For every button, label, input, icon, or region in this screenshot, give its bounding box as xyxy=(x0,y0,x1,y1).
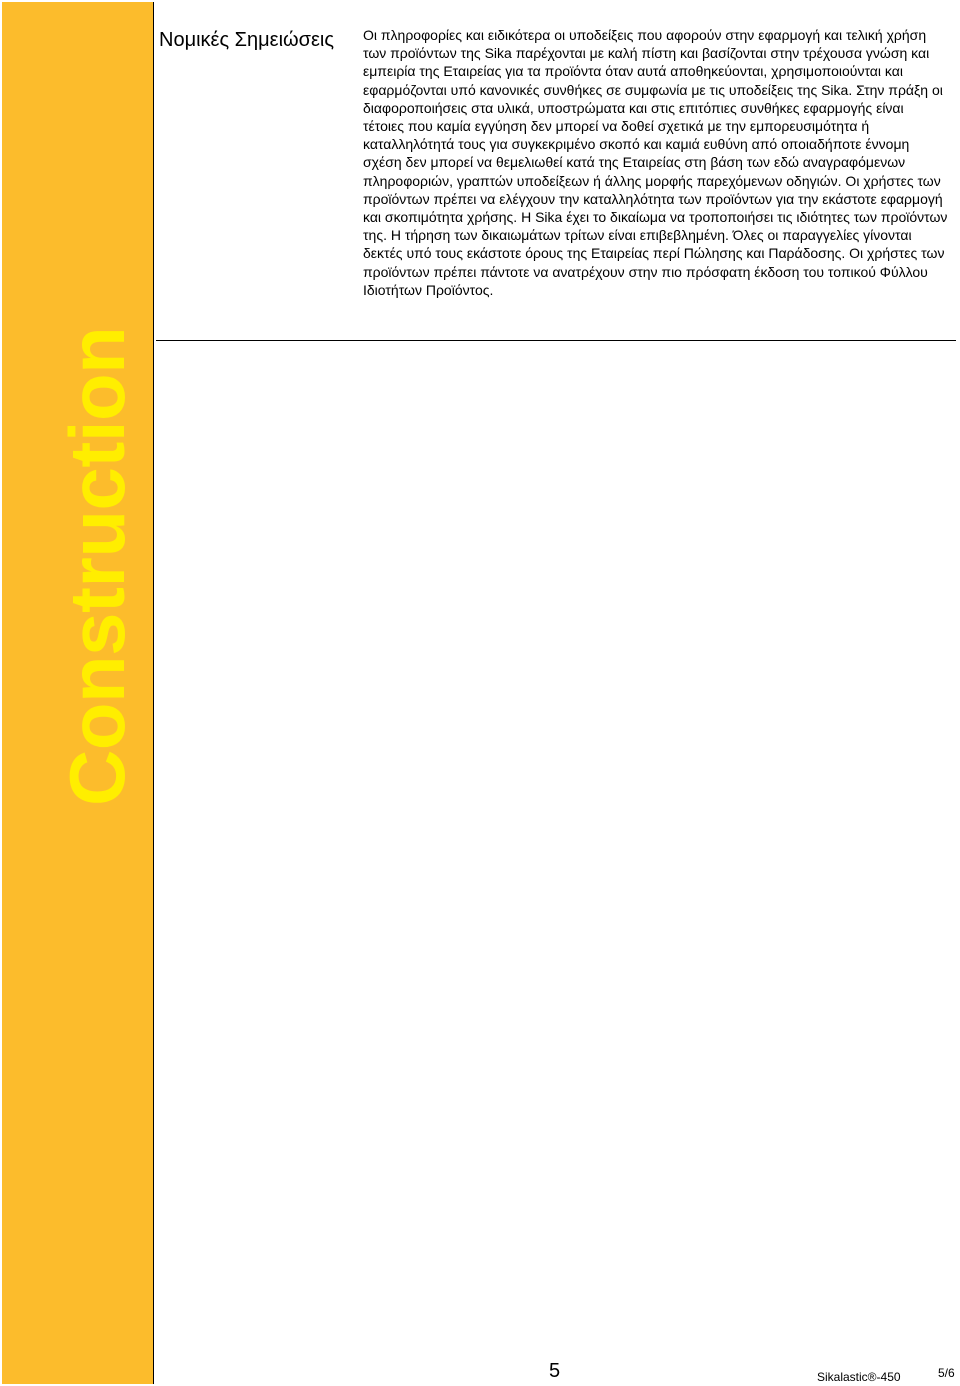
page-number: 5 xyxy=(549,1360,561,1382)
section-heading: Νομικές Σημειώσεις xyxy=(159,29,334,51)
section-rule xyxy=(156,340,956,341)
section-body: Οι πληροφορίες και ειδικότερα οι υποδείξεις που αφορούν στην εφαρμογή και τελική χρήση των προϊόντων της Sika παρέχονται με καλή πίστη και βασίζονται στην τρέχουσα γνώση και εμπειρία της Εταιρείας για τα προϊόντα όταν αυτά αποθηκεύονται, χρησιμοποιούνται και εφαρμόζονται υπό κανονικές συνθήκες σε συμφωνία με τις υποδείξεις της Sika. Στην πράξη οι διαφοροποιήσεις στα υλικά, υποστρώματα και στις επιτόπιες συνθήκες εφαρμογής είναι τέτοιες που καμία εγγύηση δεν μπορεί να δοθεί σχετικά με την εμπορευσιμότητα ή καταλληλότητά τους για συγκεκριμένο σκοπό και καμιά ευθύνη από οποιαδήποτε έννομη σχέση δεν μπορεί να θεμελιωθεί κατά της Εταιρείας στη βάση των εδώ αναγραφόμενων πληροφοριών, γραπτών υποδείξεων ή άλλης μορφής παρεχόμενων οδηγιών. Οι χρήστες των προϊόντων πρέπει να ελέγχουν την καταλληλότητα των προϊόντων για την εκάστοτε εφαρμογή και σκοπιμότητα χρήσης. Η Sika έχει το δικαίωμα να τροποποιήσει τις ιδιότητες των προϊόντων της. Η τήρηση των δικαιωμάτων τρίτων είναι επιβεβλημένη. Όλες οι παραγγελίες γίνονται δεκτές υπό τους εκάστοτε όρους της Εταιρείας περί Πώλησης και Παράδοσης. Οι χρήστες των προϊόντων πρέπει πάντοτε να ανατρέχουν στην πιο πρόσφατη έκδοση του τοπικού Φύλλου Ιδιοτήτων Προϊόντος. xyxy=(363,27,948,298)
column-divider xyxy=(153,2,154,1384)
sidebar-brand-text: Construction xyxy=(53,326,141,806)
product-name: Sikalastic®-450 xyxy=(817,1370,901,1384)
page-count: 5/6 xyxy=(938,1366,955,1380)
